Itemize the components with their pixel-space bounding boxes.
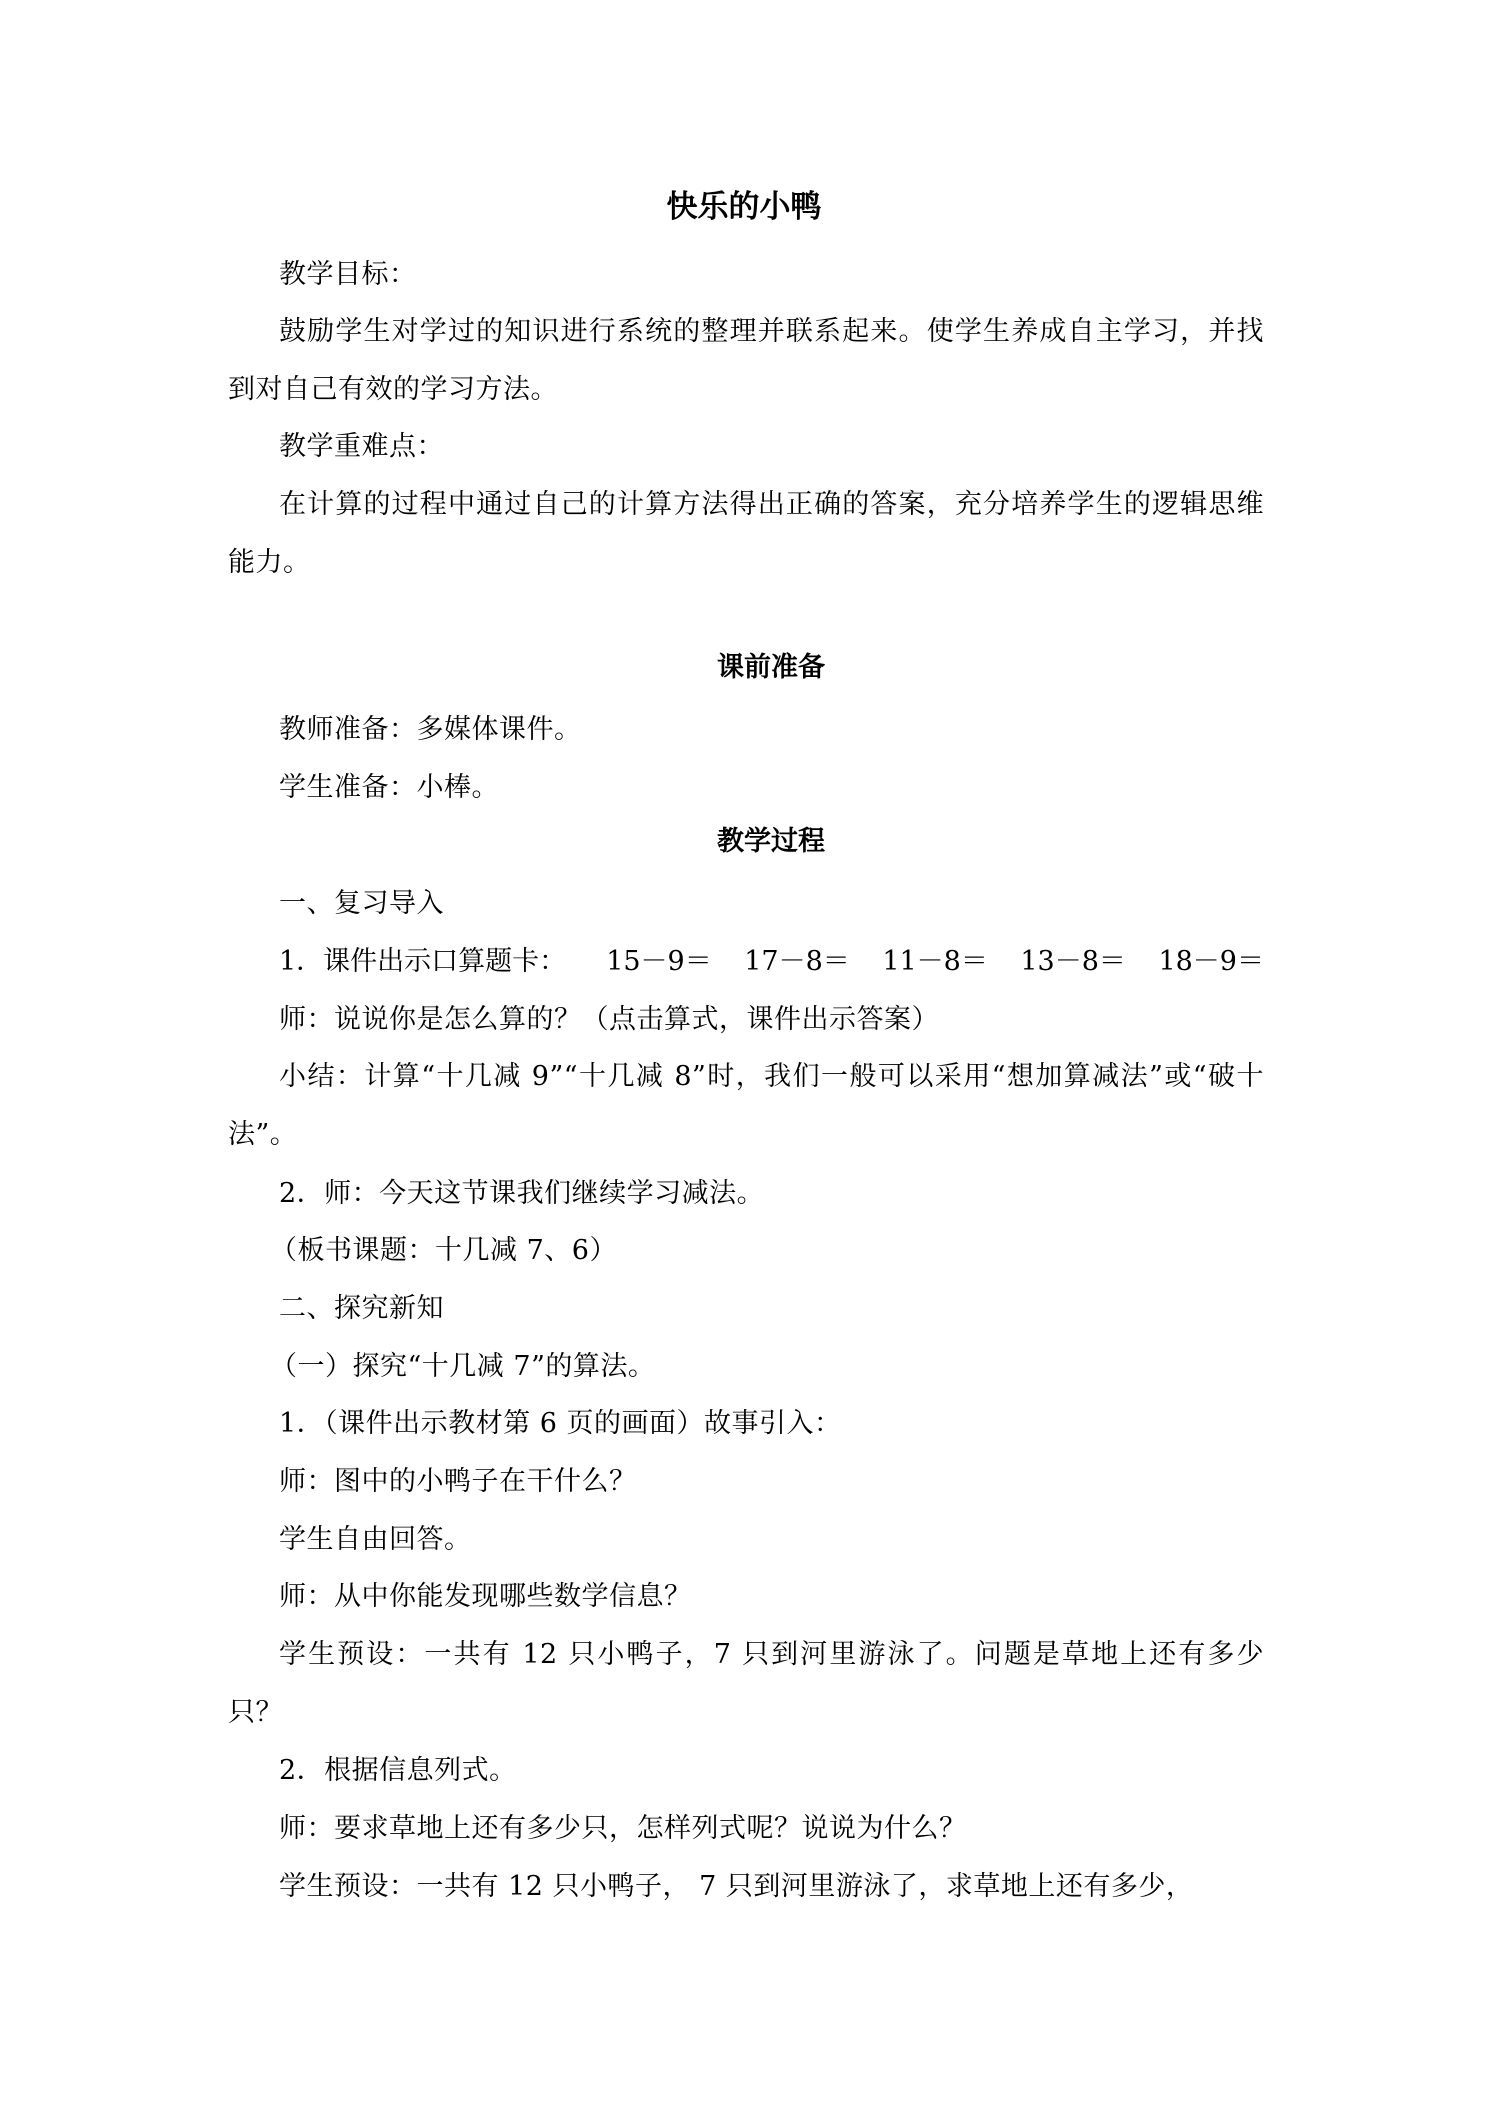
oral-calc-expressions [606, 933, 1264, 991]
teacher-ask-2: 师：图中的小鸭子在干什么？ [279, 1466, 637, 1497]
sub1-item-2: 2．根据信息列式。 [279, 1755, 517, 1786]
teacher-preparation: 教师准备：多媒体课件。 [279, 714, 582, 745]
oral-calc-lead: 1．课件出示口算题卡： [279, 946, 567, 977]
sub1-item-1: 1．（课件出示教材第 6 页的画面）故事引入： [279, 1408, 842, 1439]
teacher-ask-3: 师：从中你能发现哪些数学信息？ [279, 1581, 692, 1612]
teacher-ask-1: 师：说说你是怎么算的？（点击算式，课件出示答案） [279, 1004, 939, 1035]
expression: 11－8＝ [882, 946, 988, 977]
item-2: 2．师：今天这节课我们继续学习减法。 [279, 1178, 765, 1209]
oral-calc-line [279, 933, 1264, 991]
expression: 17－8＝ [744, 946, 850, 977]
objectives-label: 教学目标： [279, 259, 417, 290]
objectives-text: 鼓励学生对学过的知识进行系统的整理并联系起来。使学生养成自主学习，并找到对自己有效的学习方法。 [228, 316, 1264, 405]
student-preset-2: 学生预设：一共有 12 只小鸭子， 7 只到河里游泳了，求草地上还有多少， [279, 1871, 1194, 1902]
process-heading: 教学过程 [717, 826, 825, 857]
key-points-label: 教学重难点： [279, 431, 444, 462]
part1-title: 一、复习导入 [279, 888, 444, 919]
part2-title: 二、探究新知 [279, 1293, 444, 1324]
sub1-title: （一）探究“十几减 7”的算法。 [270, 1351, 656, 1382]
student-preset-1: 学生预设：一共有 12 只小鸭子，7 只到河里游泳了。问题是草地上还有多少只？ [228, 1639, 1264, 1728]
student-free-answer: 学生自由回答。 [279, 1524, 472, 1555]
preparation-heading: 课前准备 [717, 652, 825, 683]
expression: 15－9＝ [606, 946, 712, 977]
document-title: 快乐的小鸭 [666, 189, 822, 225]
teacher-ask-4: 师：要求草地上还有多少只，怎样列式呢？说说为什么？ [279, 1813, 967, 1844]
expression: 18－9＝ [1158, 946, 1264, 977]
board-title: （板书课题：十几减 7、6） [270, 1235, 617, 1266]
summary: 小结：计算“十几减 9”“十几减 8”时，我们一般可以采用“想加算减法”或“破十法”。 [228, 1061, 1264, 1150]
expression: 13－8＝ [1020, 946, 1126, 977]
key-points-text: 在计算的过程中通过自己的计算方法得出正确的答案，充分培养学生的逻辑思维能力。 [228, 489, 1264, 578]
student-preparation: 学生准备：小棒。 [279, 772, 499, 803]
